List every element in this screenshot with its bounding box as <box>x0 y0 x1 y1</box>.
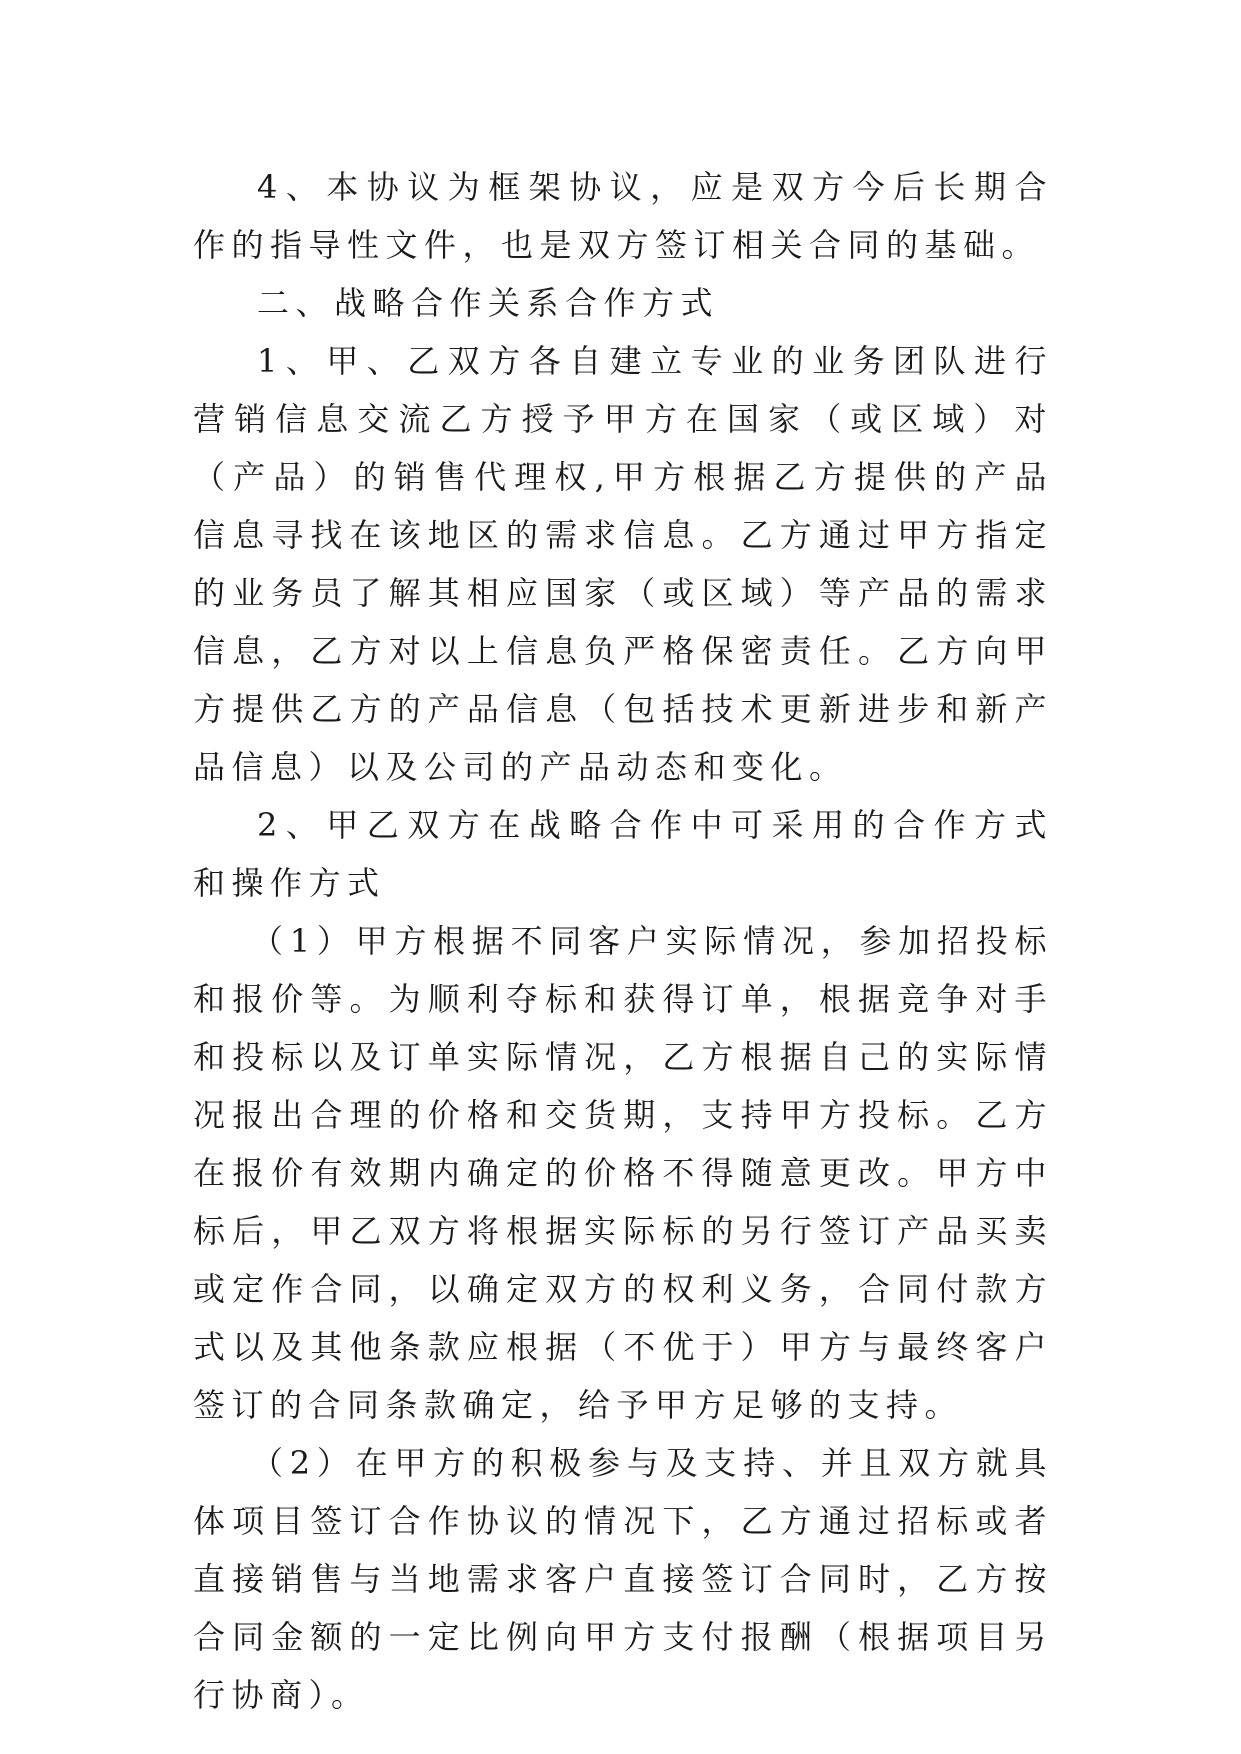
document-body <box>193 158 1053 1724</box>
paragraph-subitem-1: （1）甲方根据不同客户实际情况，参加招投标和报价等。为顺利夺标和获得订单，根据竞争对手和投标以及订单实际情况，乙方根据自己的实际情况报出合理的价格和交货期，支持甲方投标。乙方在报价有效期内确定的价格不得随意更改。甲方中标后，甲乙双方将根据实际标的另行签订产品买卖或定作合同，以确定双方的权利义务，合同付款方式以及其他条款应根据（不优于）甲方与最终客户签订的合同条款确定，给予甲方足够的支持。 <box>193 922 1053 1424</box>
paragraph-item-2: 2、甲乙双方在战略合作中可采用的合作方式和操作方式 <box>193 806 1053 902</box>
paragraph-clause-4: 4、本协议为框架协议，应是双方今后长期合作的指导性文件，也是双方签订相关合同的基础。 <box>193 168 1053 264</box>
section-heading-cooperation-methods: 二、战略合作关系合作方式 <box>257 284 720 322</box>
paragraph-subitem-2: （2）在甲方的积极参与及支持、并且双方就具体项目签订合作协议的情况下，乙方通过招标或者直接销售与当地需求客户直接签订合同时，乙方按合同金额的一定比例向甲方支付报酬（根据项目另行协商）。 <box>193 1444 1053 1714</box>
paragraph-item-1: 1、甲、乙双方各自建立专业的业务团队进行营销信息交流乙方授予甲方在国家（或区域）对（产品）的销售代理权,甲方根据乙方提供的产品信息寻找在该地区的需求信息。乙方通过甲方指定的业务员了解其相应国家（或区域）等产品的需求信息，乙方对以上信息负严格保密责任。乙方向甲方提供乙方的产品信息（包括技术更新进步和新产品信息）以及公司的产品动态和变化。 <box>193 342 1053 786</box>
